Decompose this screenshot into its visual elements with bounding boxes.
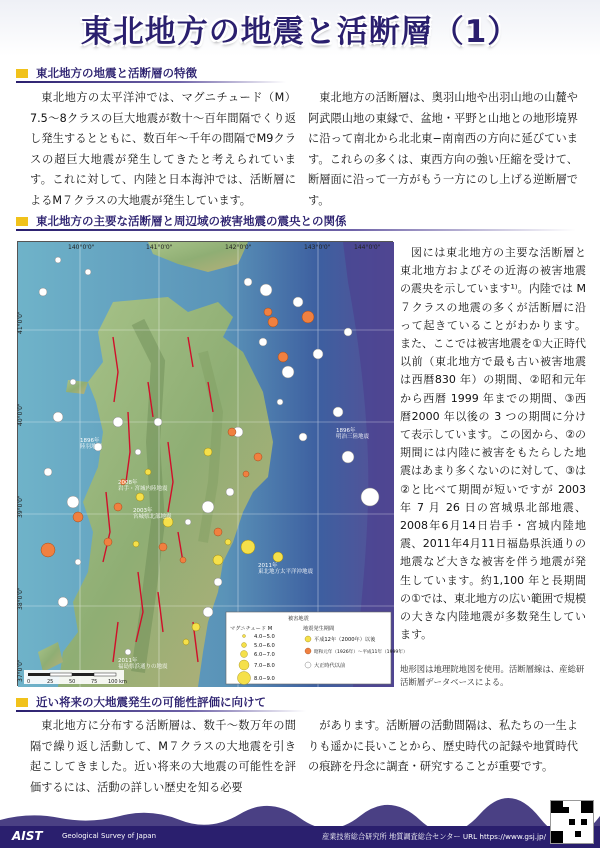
legend-mag-4: 8.0−9.0	[254, 676, 275, 682]
legend-mag-title: マグニチュード M	[230, 626, 273, 632]
legend-period-0: 平成12年（2000年）以後	[314, 637, 376, 643]
lon-label-142: 142°0'0"	[225, 244, 252, 251]
footer-bar	[0, 826, 600, 848]
lat-label-41: 41°0'0"	[17, 311, 24, 334]
legend-mag-2: 6.0−7.0	[254, 652, 275, 658]
legend-mag-3: 7.0−8.0	[254, 663, 275, 669]
section3-heading-text: 近い将来の大地震発生の可能性評価に向けて	[36, 695, 266, 709]
section2-heading	[16, 214, 576, 231]
annotation-2003-miyagi-hokubu: 2003年宮城県北部地震	[133, 508, 172, 521]
scale-label-25: 25	[47, 679, 54, 685]
footer-url[interactable]: 産業技術総合研究所 地質調査総合センター URL https://www.gsj.jp/	[322, 832, 546, 841]
section3-right-paragraph: があります。活断層の活動間隔は、私たちの一生よりも遥かに長いことから、歴史時代の記録や地質時代の痕跡を丹念に調査・研究することが重要です。	[308, 719, 578, 773]
annotation-2008-iwate-miyagi: 2008年岩手・宮城内陸地震	[118, 480, 168, 493]
lat-label-38: 38°0'0"	[17, 587, 24, 610]
scale-label-0: 0	[27, 679, 31, 685]
scale-label-50: 50	[69, 679, 76, 685]
section1-heading-text: 東北地方の地震と活断層の特徴	[36, 66, 197, 80]
lon-label-141: 141°0'0"	[146, 244, 173, 251]
qr-code[interactable]	[550, 800, 594, 844]
legend-period-title: 地震発生期間	[303, 626, 335, 632]
scale-bar	[24, 670, 127, 685]
section1-left-paragraph: 東北地方の太平洋沖では、マグニチュード（M）7.5～8クラスの巨大地震が数十～百年間隔でくり返し発生するとともに、数百年～千年の間隔でM9クラスの超巨大地震が発生してきたと考えられています。これに対して、内陸と日本海沖では、活断層によるM７クラスの大地震が発生しています。	[30, 91, 296, 207]
annotation-1896-meiji-sanriku: 1896年明治三陸地震	[336, 428, 370, 441]
lat-label-39: 39°0'0"	[17, 495, 24, 518]
section1-right-paragraph: 東北地方の活断層は、奥羽山地や出羽山地の山麓や阿武隈山地の東縁で、盆地・平野と山地との地形境界に沿って南北から北北東−南南西の方向に延びています。これらの多くは、東西方向の強い圧縮を受けて、断層面に沿って一方がもう一方にのし上げる逆断層です。	[308, 91, 578, 207]
lat-label-40: 40°0'0"	[17, 403, 24, 426]
annotation-2011-fukushima-hamadori: 2011年福島県浜通りの地震	[118, 658, 168, 671]
map-source-note: 地形図は地理院地図を使用。活断層線は、産総研活断層データベースによる。	[400, 664, 585, 687]
lon-label-140: 140°0'0"	[68, 244, 95, 251]
annotation-1896-rikuu: 1896年陸羽地震	[80, 438, 103, 451]
legend-period-2: 大正時代以前	[314, 663, 346, 669]
scale-label-75: 75	[91, 679, 98, 685]
page-title: 東北地方の地震と活断層（1）	[80, 14, 520, 50]
legend-mag-0: 4.0−5.0	[254, 634, 275, 640]
lat-label-37: 37°0'0"	[17, 659, 24, 682]
section3-left-paragraph: 東北地方に分布する活断層は、数千〜数万年の間隔で繰り返し活動して、M７クラスの大地震を引き起こしてきました。近い将来の大地震の可能性を評価するには、活動の詳しい歴史を知る必要	[30, 719, 296, 794]
section2-paragraph: 図には東北地方の主要な活断層と東北地方およびその近海の被害地震の震央を示しています¹⁾。内陸では M７クラスの地震の多くが活断層に沿って起きていることがわかります。また、ここでは被害地震を①大正時代以前（東北地方で最も古い被害地震は西暦830 年）の期間、②昭和元年から西暦 1999 年までの期間、③西暦2000 年以後の 3 つの期間に分けて表示しています。この図から、②の期間には内陸に被害をもたらした地震はあまり多くないのに対して、③は②と比べて期間が短いですが 2003 年 7 月 26 日の宮城県北部地震、2008年6月14日岩手・宮城内陸地震、2011年4月11日福島県浜通りの地震など大きな被害を伴う地震が発生しています。約1,100 年と長期間の①では、東北地方の広い範囲で規模の大きな内陸地震が多数発生しています。	[400, 246, 586, 642]
wave-divider	[0, 808, 600, 826]
section3-heading	[16, 695, 306, 712]
scale-label-100: 100 km	[108, 679, 127, 685]
lon-label-144: 144°0'0"	[354, 244, 381, 251]
aist-logo: AIST	[12, 829, 43, 843]
fault-earthquake-map	[17, 241, 408, 686]
gsj-label: Geological Survey of Japan	[62, 832, 157, 840]
lon-label-143: 143°0'0"	[304, 244, 331, 251]
section2-heading-text: 東北地方の主要な活断層と周辺域の被害地震の震央との関係	[36, 214, 347, 228]
legend-period-1: 昭和元年（1926年）〜平成11年（1999年）	[314, 650, 408, 655]
annotation-2011-tohoku-oki: 2011年東北地方太平洋沖地震	[258, 563, 314, 576]
legend-title: 被害地震	[288, 616, 309, 622]
section1-heading	[16, 66, 286, 83]
map-legend	[226, 612, 408, 685]
legend-mag-1: 5.0−6.0	[254, 643, 275, 649]
